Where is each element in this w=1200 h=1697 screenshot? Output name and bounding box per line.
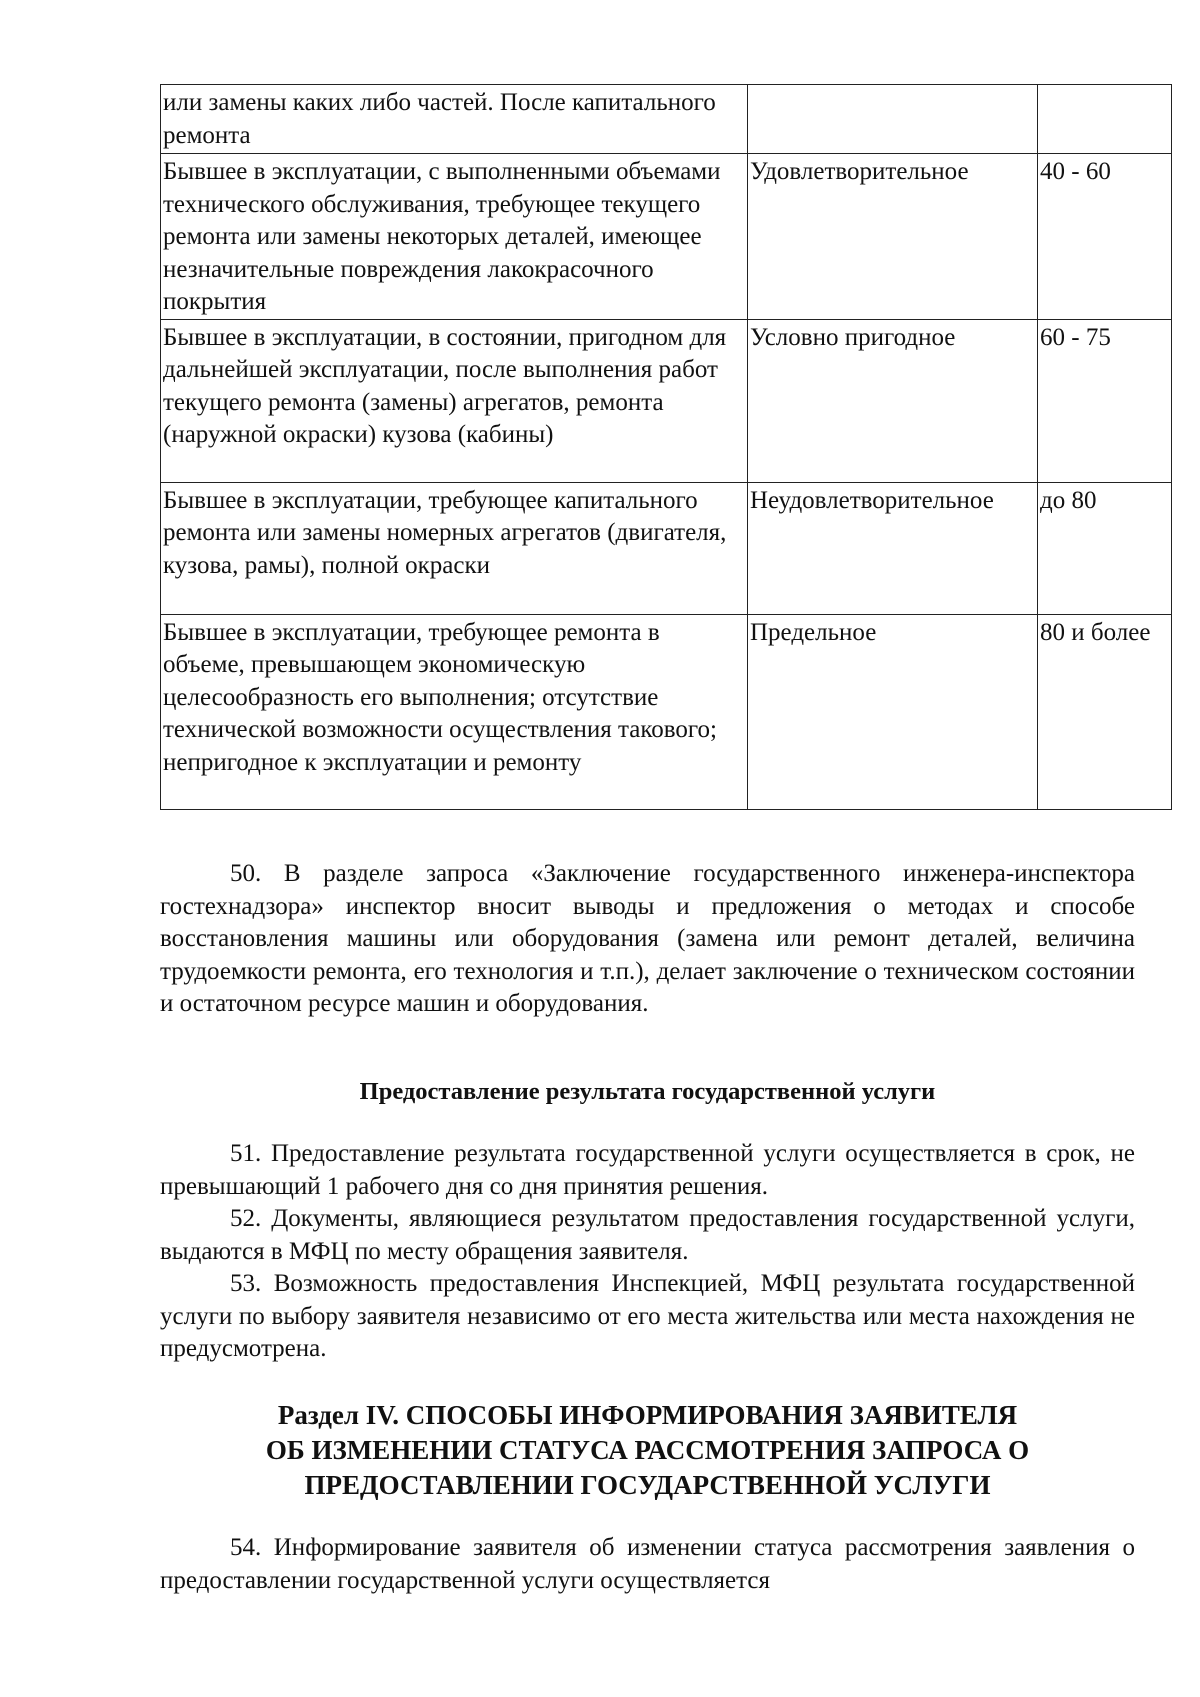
paragraph-52: 52. Документы, являющиеся результатом предоставления государственной услуги, выдаются в МФЦ по месту обращения заявителя. xyxy=(160,1205,1135,1265)
table-cell-description: Бывшее в эксплуатации, требующее капитального ремонта или замены номерных агрегатов (двигателя, кузова, рамы), полной окраски xyxy=(161,482,748,614)
section-heading-line: ОБ ИЗМЕНЕНИИ СТАТУСА РАССМОТРЕНИЯ ЗАПРОСА О xyxy=(265,1435,1030,1465)
table-cell-condition: Неудовлетворительное xyxy=(748,482,1038,614)
table-row xyxy=(161,319,1172,482)
table-cell-wear xyxy=(1038,85,1172,154)
table-cell-wear: 40 - 60 xyxy=(1038,154,1172,320)
subheading: Предоставление результата государственной услуги xyxy=(359,1078,936,1105)
table-cell-description: или замены каких либо частей. После капитального ремонта xyxy=(161,85,748,154)
paragraph-54: 54. Информирование заявителя об изменении статуса рассмотрения заявления о предоставлении государственной услуги осуществляется xyxy=(160,1534,1135,1594)
paragraph-51: 51. Предоставление результата государственной услуги осуществляется в срок, не превышающий 1 рабочего дня со дня принятия решения. xyxy=(160,1140,1135,1200)
table-cell-wear: до 80 xyxy=(1038,482,1172,614)
paragraph-53: 53. Возможность предоставления Инспекцией, МФЦ результата государственной услуги по выбору заявителя независимо от его места жительства или места нахождения не предусмотрена. xyxy=(160,1270,1135,1362)
table-cell-condition xyxy=(748,85,1038,154)
section-heading-line: ПРЕДОСТАВЛЕНИИ ГОСУДАРСТВЕННОЙ УСЛУГИ xyxy=(304,1470,991,1500)
table-row xyxy=(161,614,1172,809)
paragraph-50: 50. В разделе запроса «Заключение государственного инженера-инспектора гостехнадзора» инспектор вносит выводы и предложения о методах и способе восстановления машины или оборудования (замена или ремонт деталей, величина трудоемкости ремонта, его технология и т.п.), делает заключение о техническом состоянии и остаточном ресурсе машин и оборудования. xyxy=(160,860,1135,1017)
table-row xyxy=(161,85,1172,154)
table-cell-description: Бывшее в эксплуатации, в состоянии, пригодном для дальнейшей эксплуатации, после выполнения работ текущего ремонта (замены) агрегатов, ремонта (наружной окраски) кузова (кабины) xyxy=(161,319,748,482)
section-heading-line: Раздел IV. СПОСОБЫ ИНФОРМИРОВАНИЯ ЗАЯВИТЕЛЯ xyxy=(277,1400,1018,1430)
table-cell-condition: Удовлетворительное xyxy=(748,154,1038,320)
condition-table xyxy=(160,84,1172,810)
table-cell-condition: Условно пригодное xyxy=(748,319,1038,482)
section-heading xyxy=(160,1398,1135,1503)
table-cell-wear: 60 - 75 xyxy=(1038,319,1172,482)
table-cell-description: Бывшее в эксплуатации, требующее ремонта в объеме, превышающем экономическую целесообразность его выполнения; отсутствие технической возможности осуществления такового; непригодное к эксплуатации и ремонту xyxy=(161,614,748,809)
table-row xyxy=(161,154,1172,320)
table-cell-condition: Предельное xyxy=(748,614,1038,809)
table-cell-description: Бывшее в эксплуатации, с выполненными объемами технического обслуживания, требующее текущего ремонта или замены некоторых деталей, имеющее незначительные повреждения лакокрасочного покрытия xyxy=(161,154,748,320)
table-row xyxy=(161,482,1172,614)
table-cell-wear: 80 и более xyxy=(1038,614,1172,809)
